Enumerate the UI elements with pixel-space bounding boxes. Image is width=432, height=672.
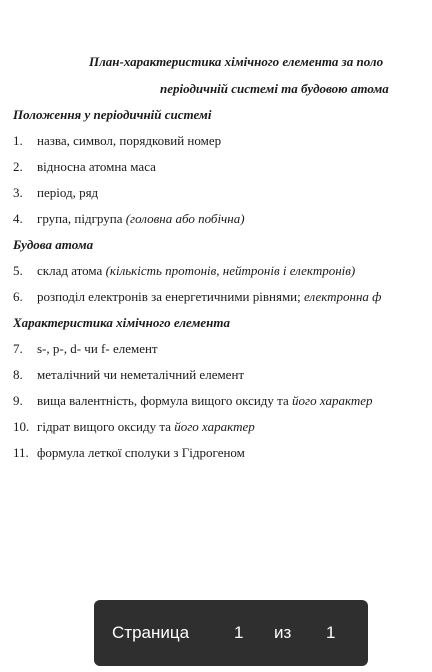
item-number: 3.	[13, 185, 23, 200]
list-item	[13, 445, 245, 461]
item-text: s-, p-, d- чи f- елемент	[37, 341, 158, 356]
item-number: 7.	[13, 341, 23, 356]
section-heading-atom-structure: Будова атома	[13, 237, 94, 252]
item-number: 2.	[13, 159, 23, 174]
current-page-number: 1	[234, 623, 244, 642]
item-note: його характер	[292, 393, 373, 408]
page-indicator	[94, 600, 368, 666]
item-number: 1.	[13, 133, 23, 148]
item-text: вища валентність, формула вищого оксиду та	[37, 393, 293, 408]
document-title-line2: періодичній системі та будовою атома	[160, 81, 389, 96]
item-number: 10.	[13, 419, 30, 434]
item-text: формула леткої сполуки з Гідрогеном	[37, 445, 245, 460]
item-text: склад атома	[37, 263, 106, 278]
document-title-line1: План-характеристика хімічного елемента за поло	[89, 54, 384, 69]
list-item	[13, 341, 158, 357]
list-item	[13, 263, 355, 279]
item-text: група, підгрупа	[37, 211, 126, 226]
section-heading-element-characteristics: Характеристика хімічного елемента	[13, 315, 230, 330]
item-text: металічний чи неметалічний елемент	[37, 367, 245, 382]
page-indicator-label: Страница	[112, 623, 190, 642]
section-heading-position: Положення у періодичній системі	[13, 107, 212, 122]
total-pages-number: 1	[326, 623, 336, 642]
item-note: його характер	[174, 419, 255, 434]
item-number: 8.	[13, 367, 23, 382]
item-note: електронна ф	[304, 289, 382, 304]
page-indicator-of: из	[274, 623, 292, 642]
list-item	[13, 367, 244, 383]
list-item	[13, 419, 255, 435]
list-item	[13, 185, 98, 201]
item-text: відносна атомна маса	[37, 159, 156, 174]
list-item	[13, 211, 245, 227]
item-number: 5.	[13, 263, 23, 278]
item-number: 11.	[13, 445, 29, 460]
item-number: 9.	[13, 393, 23, 408]
item-note: (головна або побічна)	[125, 211, 245, 226]
item-number: 4.	[13, 211, 23, 226]
item-number: 6.	[13, 289, 23, 304]
item-note: (кількість протонів, нейтронів і електронів)	[105, 263, 356, 278]
list-item	[13, 133, 221, 149]
list-item	[13, 393, 373, 409]
item-text: гідрат вищого оксиду та	[37, 419, 175, 434]
list-item	[13, 159, 156, 175]
item-text: період, ряд	[37, 185, 99, 200]
item-text: розподіл електронів за енергетичними рівнями;	[37, 289, 304, 304]
list-item	[13, 289, 381, 305]
item-text: назва, символ, порядковий номер	[37, 133, 222, 148]
